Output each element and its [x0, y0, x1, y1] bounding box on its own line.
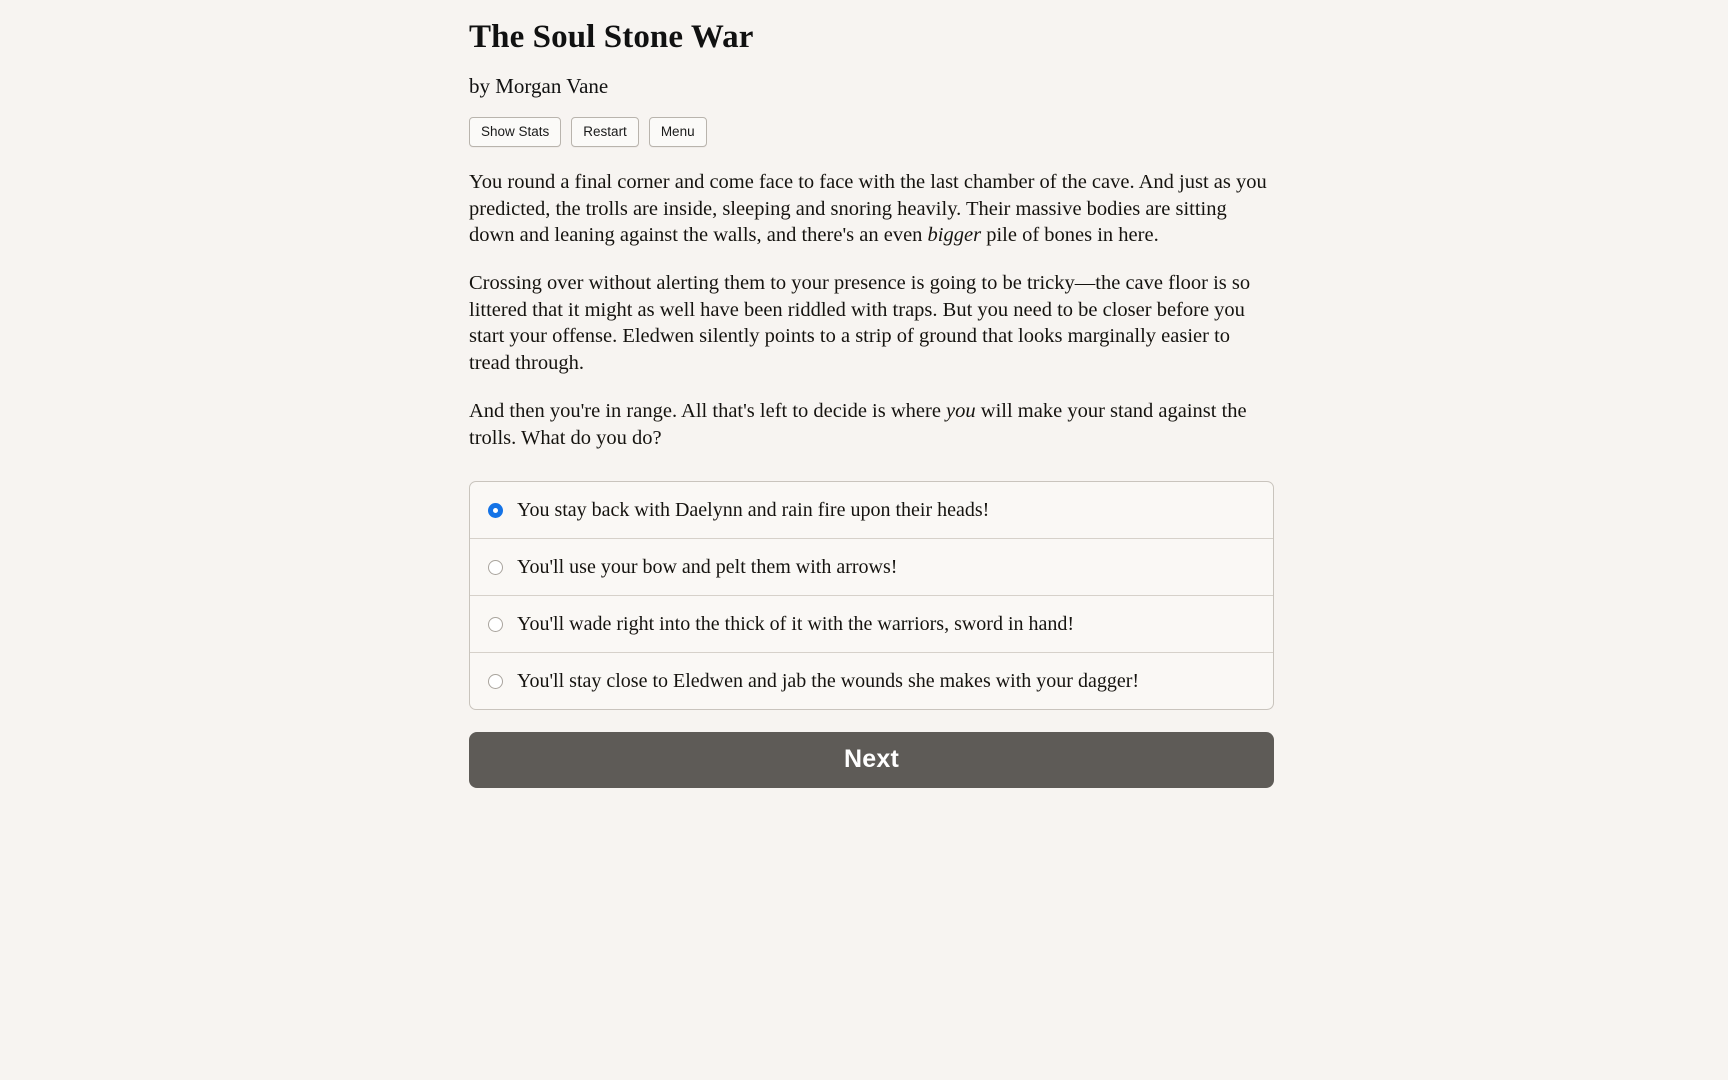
show-stats-button[interactable]: Show Stats [469, 117, 561, 148]
choice-option-2[interactable] [470, 539, 1273, 596]
choice-option-2-label: You'll use your bow and pelt them with arrows! [517, 556, 898, 579]
restart-button[interactable]: Restart [571, 117, 639, 148]
story-paragraph-1 [469, 169, 1269, 248]
choice-option-3[interactable] [470, 596, 1273, 653]
paragraph-3-text-b: will make your stand against the trolls. What do you do? [469, 400, 1247, 449]
paragraph-1-text-a: You round a final corner and come face to face with the last chamber of the cave. And just as you predicted, the trolls are inside, sleeping and snoring heavily. Their massive bodies are sitting down and leaning against the walls, and there's an even [469, 171, 1267, 246]
choice-option-4[interactable] [470, 653, 1273, 709]
paragraph-3-emphasis: you [946, 400, 976, 423]
paragraph-1-text-b: pile of bones in here. [981, 223, 1159, 246]
paragraph-3-text-a: And then you're in range. All that's left to decide is where [469, 400, 947, 423]
radio-icon[interactable] [488, 560, 503, 575]
choice-option-3-label: You'll wade right into the thick of it with the warriors, sword in hand! [517, 613, 1075, 636]
story-container [469, 18, 1274, 788]
choice-option-1[interactable] [470, 482, 1273, 539]
choice-option-4-label: You'll stay close to Eledwen and jab the wounds she makes with your dagger! [517, 670, 1140, 693]
page-title: The Soul Stone War [469, 19, 754, 55]
paragraph-1-emphasis: bigger [927, 223, 982, 246]
story-paragraph-2: Crossing over without alerting them to your presence is going to be tricky—the cave floor is so littered that it might as well have been riddled with traps. But you need to be closer before you start your offense. Eledwen silently points to a strip of ground that looks marginally easier to tread through. [469, 272, 1251, 374]
story-author: by Morgan Vane [469, 73, 609, 98]
story-paragraph-3 [469, 398, 1269, 451]
next-button[interactable]: Next [469, 732, 1274, 788]
radio-icon[interactable] [488, 674, 503, 689]
radio-icon[interactable] [488, 617, 503, 632]
choice-list [469, 481, 1274, 710]
toolbar [469, 117, 1274, 148]
menu-button[interactable]: Menu [649, 117, 707, 148]
radio-icon[interactable] [488, 503, 503, 518]
choice-option-1-label: You stay back with Daelynn and rain fire upon their heads! [517, 499, 990, 522]
